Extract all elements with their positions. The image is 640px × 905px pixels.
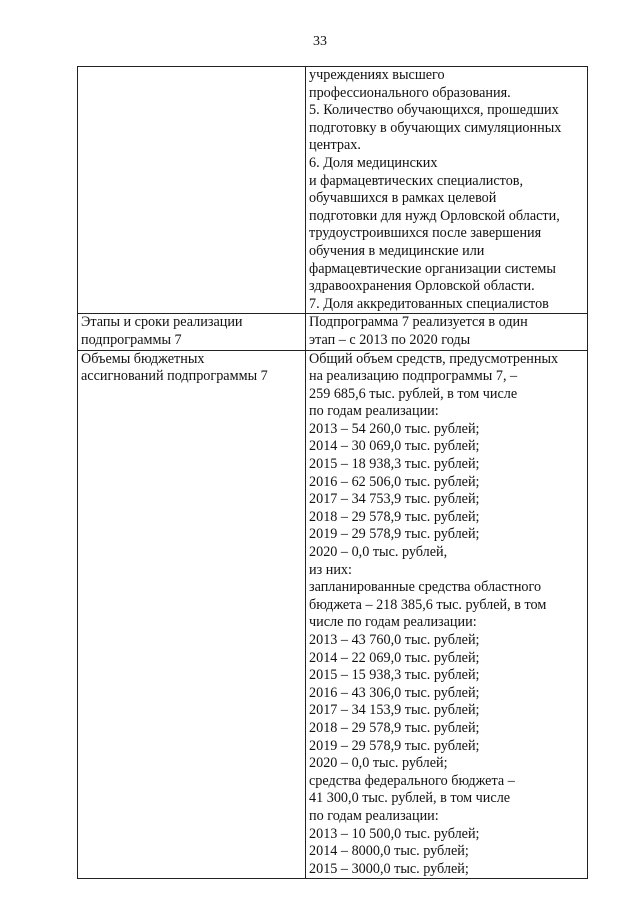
cell-line: 2019 – 29 578,9 тыс. рублей; (309, 526, 480, 543)
cell-line: Подпрограмма 7 реализуется в один (309, 314, 528, 331)
cell-line: 2016 – 62 506,0 тыс. рублей; (309, 473, 480, 490)
cell-line: 2013 – 10 500,0 тыс. рублей; (309, 825, 480, 842)
table-cell-left (78, 67, 306, 314)
cell-line: Этапы и сроки реализации (81, 314, 243, 331)
cell-line: на реализацию подпрограммы 7, – (309, 368, 518, 385)
cell-line: из них: (309, 561, 352, 578)
table-row (78, 314, 588, 350)
cell-line: подготовку в обучающих симуляционных (309, 119, 562, 136)
cell-line: 2018 – 29 578,9 тыс. рублей; (309, 508, 480, 525)
table-cell-right (306, 67, 588, 314)
cell-line: 2019 – 29 578,9 тыс. рублей; (309, 737, 480, 754)
cell-line: фармацевтические организации системы (309, 260, 556, 277)
cell-line: 5. Количество обучающихся, прошедших (309, 102, 559, 119)
cell-line: трудоустроившихся после завершения (309, 225, 542, 242)
cell-line: 259 685,6 тыс. рублей, в том числе (309, 385, 518, 402)
cell-line: 7. Доля аккредитованных специалистов (309, 295, 549, 312)
cell-line: Объемы бюджетных (81, 350, 205, 367)
cell-line: 2020 – 0,0 тыс. рублей; (309, 755, 448, 772)
cell-line: 2020 – 0,0 тыс. рублей, (309, 544, 448, 561)
cell-line: средства федерального бюджета – (309, 772, 515, 789)
cell-line: обучавшихся в рамках целевой (309, 190, 497, 207)
cell-line: 2015 – 15 938,3 тыс. рублей; (309, 667, 480, 684)
cell-line: 41 300,0 тыс. рублей, в том числе (309, 790, 511, 807)
table-cell-right (306, 350, 588, 879)
cell-line: 2014 – 30 069,0 тыс. рублей; (309, 438, 480, 455)
page-number: 33 (313, 34, 327, 49)
table-row (78, 67, 588, 314)
cell-line: профессионального образования. (309, 84, 511, 101)
cell-line: подготовки для нужд Орловской области, (309, 207, 560, 224)
cell-line: 2014 – 22 069,0 тыс. рублей; (309, 649, 480, 666)
cell-line: этап – с 2013 по 2020 годы (309, 331, 471, 348)
cell-line: здравоохранения Орловской области. (309, 278, 535, 295)
cell-line: 2013 – 43 760,0 тыс. рублей; (309, 632, 480, 648)
cell-line: 2014 – 8000,0 тыс. рублей; (309, 843, 469, 860)
cell-line: обучения в медицинские или (309, 242, 485, 259)
table-cell-left (78, 350, 306, 879)
cell-line: 6. Доля медицинских (309, 154, 438, 171)
cell-line: 2015 – 3000,0 тыс. рублей; (309, 860, 469, 877)
cell-line: 2017 – 34 753,9 тыс. рублей; (309, 491, 480, 508)
table-cell-left (78, 314, 306, 350)
passport-table (77, 66, 588, 879)
cell-line: по годам реализации: (309, 807, 439, 824)
cell-line: 2016 – 43 306,0 тыс. рублей; (309, 684, 480, 701)
cell-line: Общий объем средств, предусмотренных (309, 350, 559, 367)
cell-line: учреждениях высшего (309, 67, 445, 83)
cell-line: 2018 – 29 578,9 тыс. рублей; (309, 719, 480, 736)
cell-line: 2017 – 34 153,9 тыс. рублей; (309, 702, 480, 719)
cell-line: и фармацевтических специалистов, (309, 172, 524, 189)
cell-line: запланированные средства областного (309, 579, 542, 596)
cell-line: по годам реализации: (309, 403, 439, 420)
cell-line: 2015 – 18 938,3 тыс. рублей; (309, 456, 480, 473)
cell-line: ассигнований подпрограммы 7 (81, 368, 268, 385)
cell-line: подпрограммы 7 (81, 331, 182, 348)
table-cell-right (306, 314, 588, 350)
cell-line: бюджета – 218 385,6 тыс. рублей, в том (309, 596, 547, 613)
table-body (78, 67, 588, 879)
cell-line: центрах. (309, 137, 361, 154)
cell-line: 2013 – 54 260,0 тыс. рублей; (309, 420, 480, 437)
table-row (78, 350, 588, 879)
cell-line: числе по годам реализации: (309, 614, 477, 631)
